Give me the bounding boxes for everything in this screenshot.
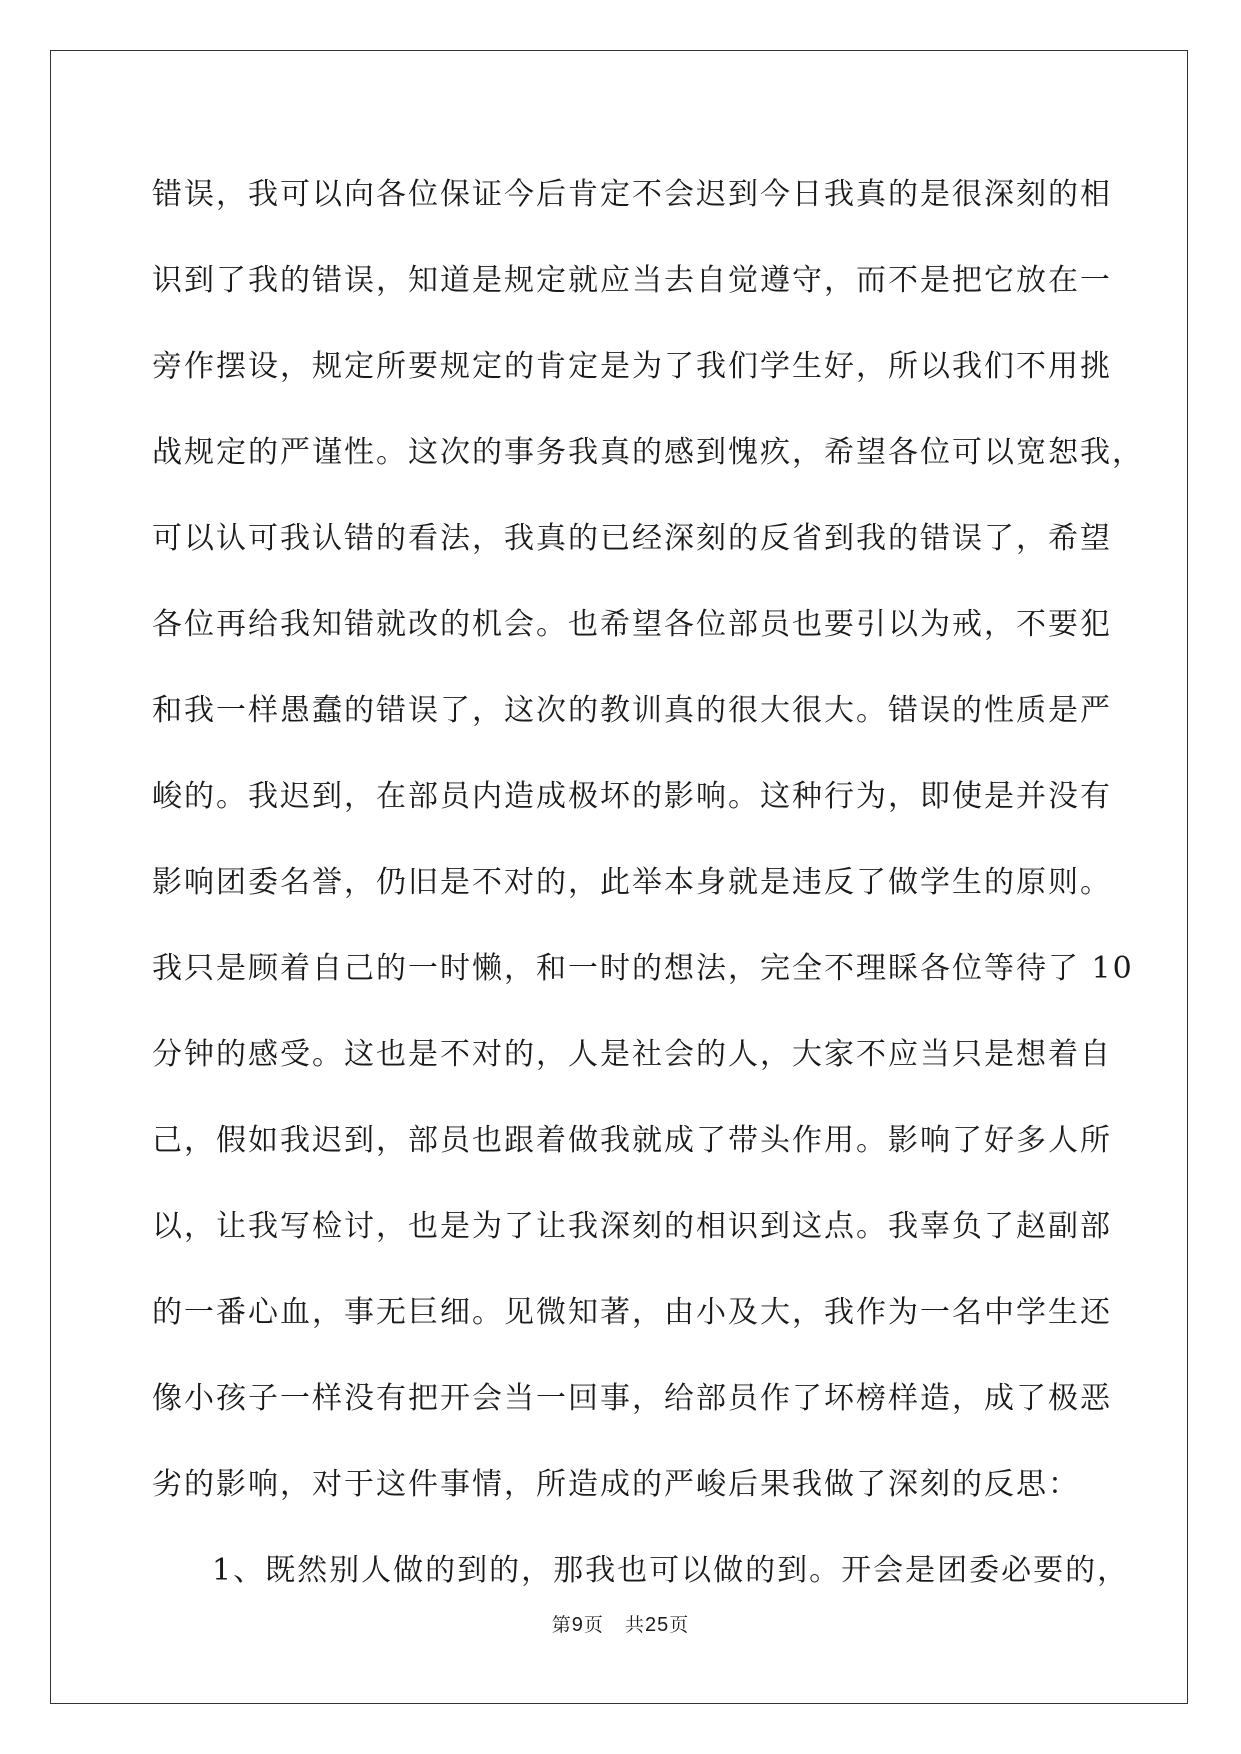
text-line: 影响团委名誉，仍旧是不对的，此举本身就是违反了做学生的原则。 bbox=[152, 865, 1112, 900]
page-footer bbox=[0, 1610, 1241, 1637]
total-page-count: 25 bbox=[645, 1614, 670, 1636]
text-line: 劣的影响，对于这件事情，所造成的严峻后果我做了深刻的反思： bbox=[152, 1467, 1080, 1502]
text-line: 识到了我的错误，知道是规定就应当去自觉遵守，而不是把它放在一 bbox=[152, 263, 1112, 298]
text-line: 的一番心血，事无巨细。见微知著，由小及大，我作为一名中学生还 bbox=[152, 1295, 1112, 1330]
text-line: 各位再给我知错就改的机会。也希望各位部员也要引以为戒，不要犯 bbox=[152, 607, 1112, 642]
text-line: 峻的。我迟到，在部员内造成极坏的影响。这种行为，即使是并没有 bbox=[152, 779, 1112, 814]
text-line: 旁作摆设，规定所要规定的肯定是为了我们学生好，所以我们不用挑 bbox=[152, 349, 1112, 384]
text-line: 我只是顾着自己的一时懒，和一时的想法，完全不理睬各位等待了 10 bbox=[152, 951, 1134, 986]
footer-total-prefix: 共 bbox=[625, 1614, 646, 1636]
text-line: 可以认可我认错的看法，我真的已经深刻的反省到我的错误了，希望 bbox=[152, 521, 1112, 556]
text-line: 和我一样愚蠢的错误了，这次的教训真的很大很大。错误的性质是严 bbox=[152, 693, 1112, 728]
text-line: 分钟的感受。这也是不对的，人是社会的人，大家不应当只是想着自 bbox=[152, 1037, 1112, 1072]
text-line: 错误，我可以向各位保证今后肯定不会迟到今日我真的是很深刻的相 bbox=[152, 177, 1112, 212]
footer-page-suffix: 页 bbox=[583, 1614, 604, 1636]
text-line: 以，让我写检讨，也是为了让我深刻的相识到这点。我辜负了赵副部 bbox=[152, 1209, 1112, 1244]
text-line: 己，假如我迟到，部员也跟着做我就成了带头作用。影响了好多人所 bbox=[152, 1123, 1112, 1158]
footer-prefix: 第 bbox=[551, 1614, 572, 1636]
current-page-number: 9 bbox=[571, 1614, 584, 1636]
text-line: 战规定的严谨性。这次的事务我真的感到愧疚，希望各位可以宽恕我， bbox=[152, 435, 1144, 470]
text-line: 像小孩子一样没有把开会当一回事，给部员作了坏榜样造，成了极恶 bbox=[152, 1381, 1112, 1416]
footer-total-suffix: 页 bbox=[669, 1614, 690, 1636]
document-body bbox=[152, 165, 1144, 1627]
numbered-paragraph-line: 1、既然别人做的到的，那我也可以做的到。开会是团委必要的， bbox=[212, 1553, 1130, 1588]
